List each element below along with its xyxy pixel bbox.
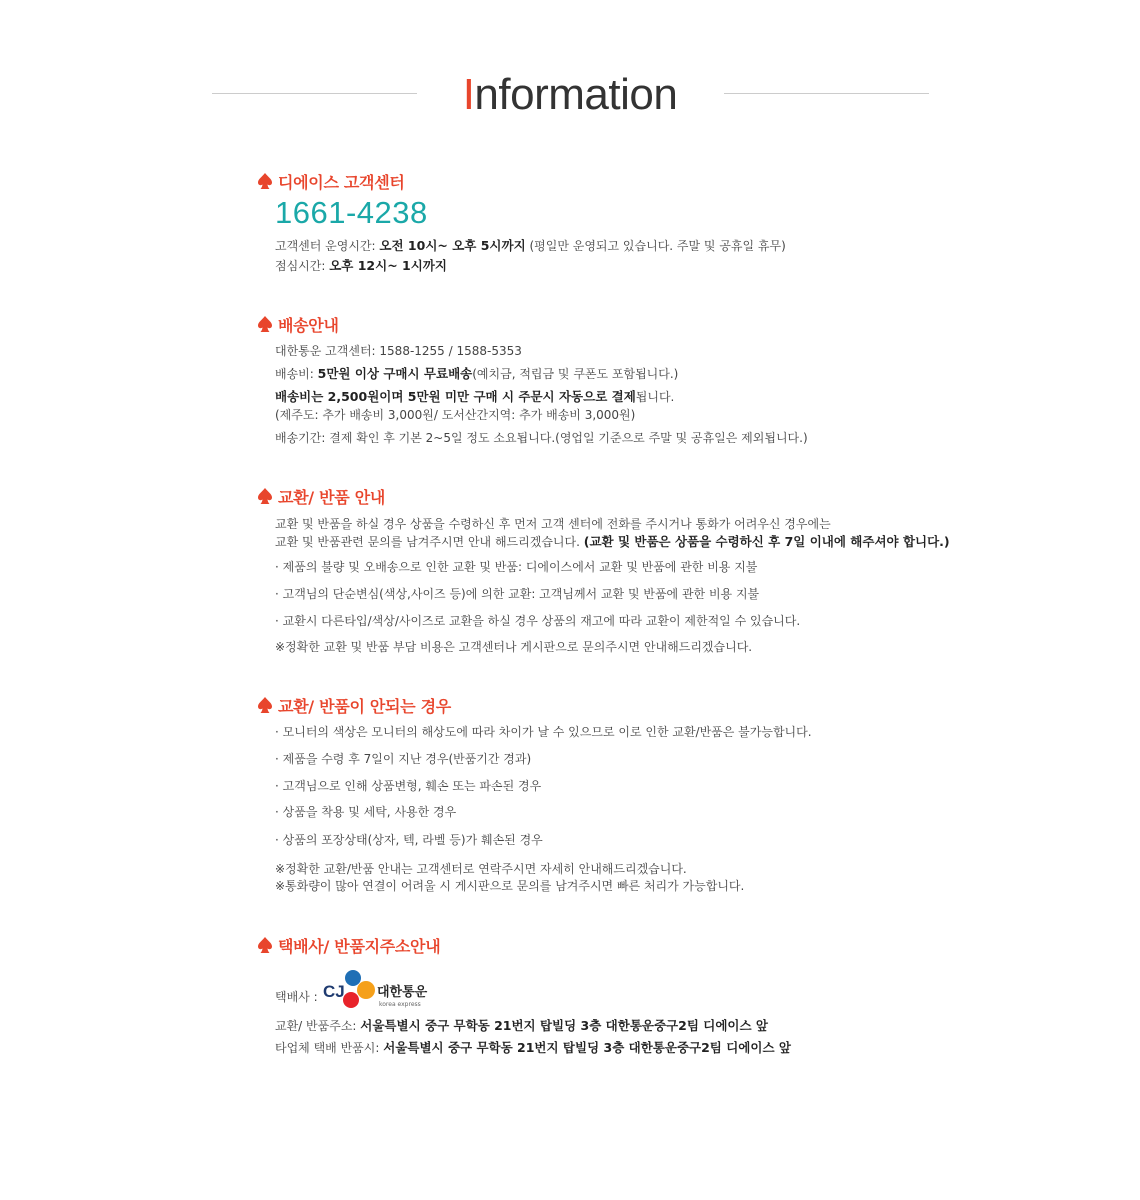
section-heading: [258, 934, 958, 956]
text-line: 교환 및 반품관련 문의를 남겨주시면 안내 해드리겠습니다. (교환 및 반품은 상품을 수령하신 후 7일 이내에 해주셔야 합니다.): [275, 534, 950, 549]
list-item: · 모니터의 색상은 모니터의 해상도에 따라 차이가 날 수 있으므로 이로 인한 교환/반품은 불가능합니다.: [275, 725, 812, 739]
spade-icon: [258, 488, 272, 504]
page-title: [0, 70, 1140, 120]
section-title: 교환/ 반품 안내: [278, 487, 386, 507]
section-title: 택배사/ 반품지주소안내: [278, 936, 441, 956]
note-line: ※정확한 교환 및 반품 부담 비용은 고객센터나 게시판으로 문의주시면 안내해드리겠습니다.: [275, 640, 753, 654]
text-line: 교환 및 반품을 하실 경우 상품을 수령하신 후 먼저 고객 센터에 전화를 주시거나 통화가 어려우신 경우에는: [275, 517, 831, 531]
list-item: · 제품의 불량 및 오배송으로 인한 교환 및 반품: 디에이스에서 교환 및 반품에 관한 비용 지불: [275, 560, 758, 574]
courier-label: 택배사 :: [275, 990, 318, 1004]
page-header: [0, 70, 1140, 130]
text-line: 배송비는 2,500원이며 5만원 미만 구매 시 주문시 자동으로 결제됩니다.: [275, 389, 675, 404]
section-heading: [258, 170, 958, 192]
return-address-line: 교환/ 반품주소: 서울특별시 중구 무학동 21번지 탑빌딩 3층 대한통운중구2팀 디에이스 앞: [275, 1018, 768, 1033]
title-rest: nformation: [474, 70, 678, 119]
section-courier-address: [258, 934, 958, 1055]
list-item: · 교환시 다른타입/색상/사이즈로 교환을 하실 경우 상품의 재고에 따라 교환이 제한적일 수 있습니다.: [275, 614, 801, 628]
list-item: · 상품을 착용 및 세탁, 사용한 경우: [275, 805, 457, 819]
text-line: 점심시간: 오후 12시~ 1시까지: [275, 258, 447, 273]
text-line: 고객센터 운영시간: 오전 10시~ 오후 5시까지 (평일만 운영되고 있습니다. 주말 및 공휴일 휴무): [275, 238, 786, 253]
spade-icon: [258, 937, 272, 953]
svg-text:korea express: korea express: [379, 1001, 421, 1008]
section-title: 디에이스 고객센터: [278, 172, 405, 192]
svg-text:CJ: CJ: [323, 982, 345, 1001]
section-customer-center: [258, 170, 958, 273]
section-heading: [258, 313, 958, 335]
note-line: ※통화량이 많아 연결이 어려울 시 게시판으로 문의를 남겨주시면 빠른 처리가 가능합니다.: [275, 879, 745, 893]
text-line: 대한통운 고객센터: 1588-1255 / 1588-5353: [275, 344, 522, 358]
title-first-letter: I: [462, 70, 475, 119]
section-exchange-return: [258, 485, 958, 654]
text-line: (제주도: 추가 배송비 3,000원/ 도서산간지역: 추가 배송비 3,000원): [275, 408, 636, 422]
spade-icon: [258, 173, 272, 189]
list-item: · 제품을 수령 후 7일이 지난 경우(반품기간 경과): [275, 752, 532, 766]
courier-row: [275, 966, 575, 1016]
phone-number: 1661-4238: [275, 195, 428, 230]
svg-text:대한통운: 대한통운: [377, 985, 428, 1000]
note-line: ※정확한 교환/반품 안내는 고객센터로 연락주시면 자세히 안내해드리겠습니다.: [275, 862, 687, 876]
cj-logo-icon: [323, 966, 433, 1012]
section-title: 교환/ 반품이 안되는 경우: [278, 696, 451, 716]
spade-icon: [258, 316, 272, 332]
other-courier-address-line: 타업체 택배 반품시: 서울특별시 중구 무학동 21번지 탑빌딩 3층 대한통운중구2팀 디에이스 앞: [275, 1040, 791, 1055]
list-item: · 상품의 포장상태(상자, 텍, 라벨 등)가 훼손된 경우: [275, 833, 543, 847]
section-shipping: [258, 313, 958, 445]
section-heading: [258, 694, 958, 716]
list-item: · 고객님의 단순변심(색상,사이즈 등)에 의한 교환: 고객님께서 교환 및 반품에 관한 비용 지불: [275, 587, 760, 601]
text-line: 배송기간: 결제 확인 후 기본 2~5일 정도 소요됩니다.(영업일 기준으로 주말 및 공휴일은 제외됩니다.): [275, 431, 808, 445]
spade-icon: [258, 697, 272, 713]
text-line: 배송비: 5만원 이상 구매시 무료배송(예치금, 적립금 및 쿠폰도 포함됩니다.): [275, 366, 679, 381]
section-no-return-cases: [258, 694, 958, 893]
list-item: · 고객님으로 인해 상품변형, 훼손 또는 파손된 경우: [275, 779, 542, 793]
section-heading: [258, 485, 958, 507]
section-title: 배송안내: [278, 315, 339, 335]
